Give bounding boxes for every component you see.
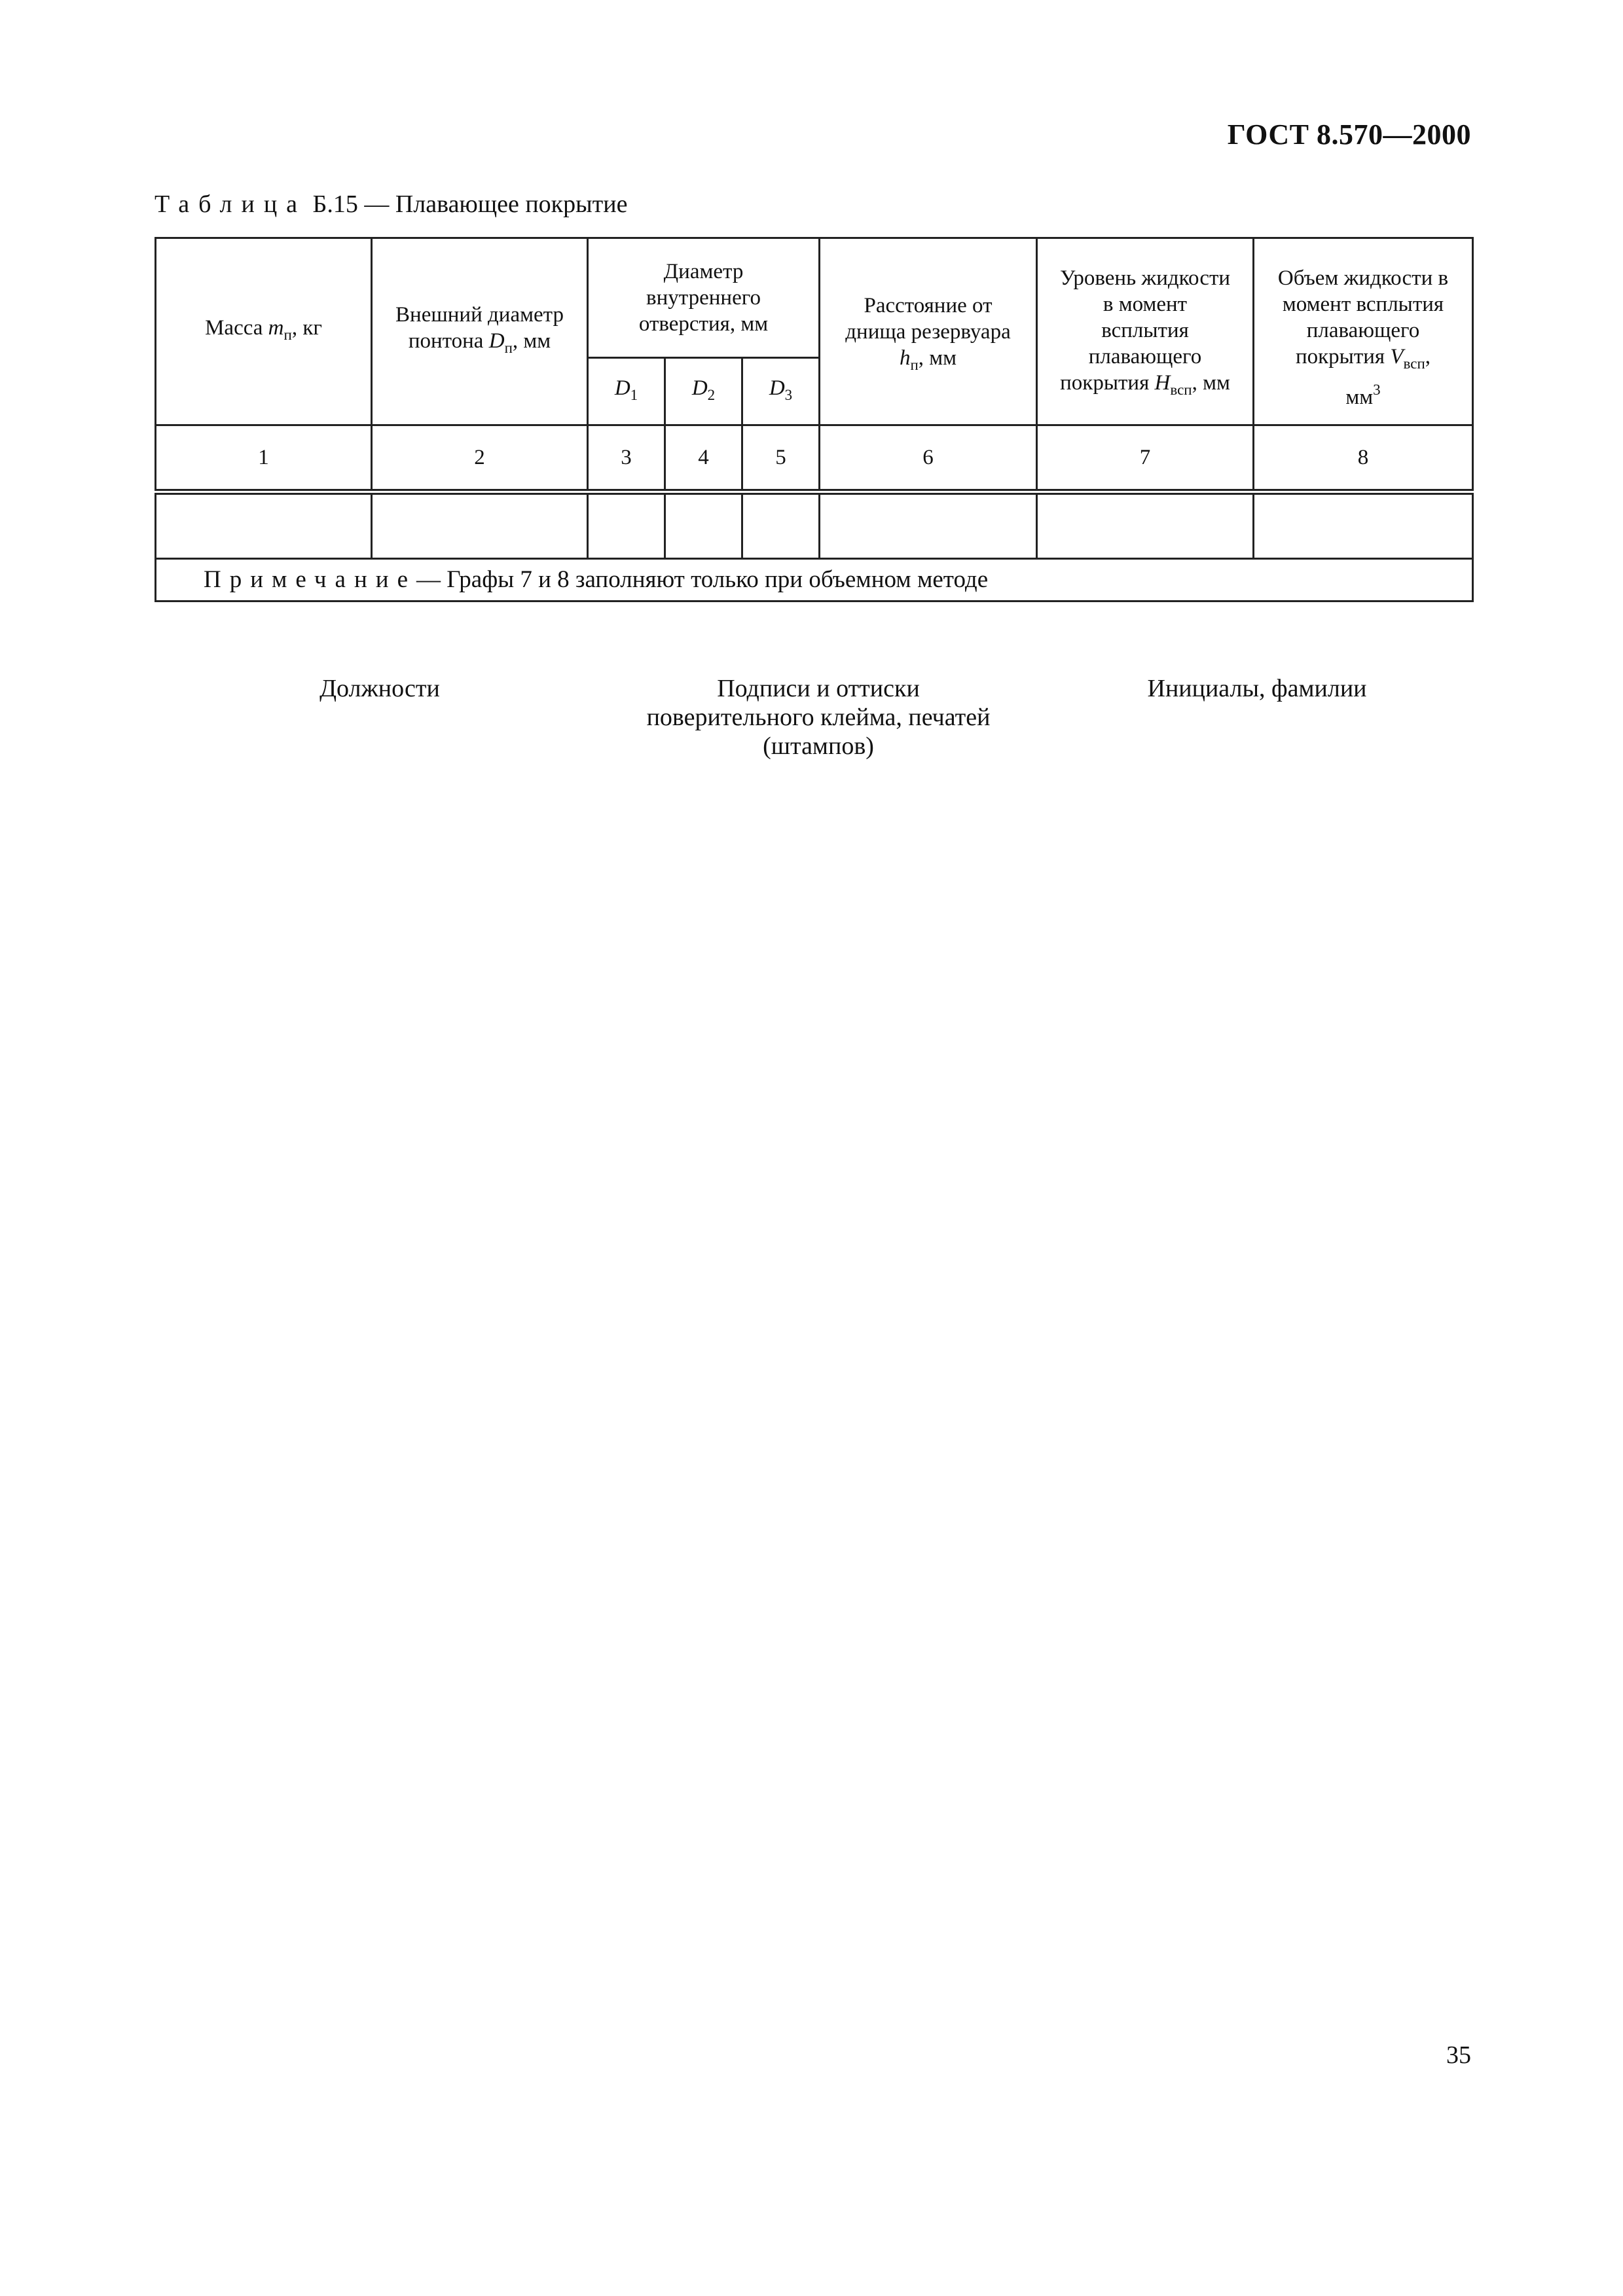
- signature-positions: Должности: [319, 675, 440, 702]
- column-number: 4: [665, 425, 742, 492]
- empty-cell: [372, 492, 588, 559]
- header-d3: $D_3$: [742, 358, 820, 425]
- empty-cell: [1254, 492, 1473, 559]
- column-number: 8: [1254, 425, 1473, 492]
- header-liquid-volume: Объем жидкости в момент всплытия плавающего покрытия $V_{всп}$, $мм^3$: [1254, 238, 1473, 425]
- empty-cell: [820, 492, 1037, 559]
- header-outer-diameter: Внешний диаметр понтона $D_п$, мм: [372, 238, 588, 425]
- column-number: 6: [820, 425, 1037, 492]
- header-liquid-level: Уровень жидкости в момент всплытия плавающего покрытия $H_{всп}$, мм: [1037, 238, 1254, 425]
- table-note-text: — Графы 7 и 8 заполняют только при объемном методе: [416, 566, 989, 593]
- header-distance: Расстояние от днища резервуара $h_п$, мм: [820, 238, 1037, 425]
- header-d1: $D_1$: [588, 358, 665, 425]
- table-caption-text: Б.15 — Плавающее покрытие: [312, 190, 628, 218]
- header-d2: $D_2$: [665, 358, 742, 425]
- column-number: 2: [372, 425, 588, 492]
- header-mass: Масса $m_п$, кг: [156, 238, 372, 425]
- table-note-word: Примечание: [204, 566, 416, 593]
- table-note: [156, 559, 1473, 601]
- empty-cell: [742, 492, 820, 559]
- column-number: 1: [156, 425, 372, 492]
- column-number: 5: [742, 425, 820, 492]
- table-caption-word: Таблица: [155, 190, 307, 218]
- column-number: 3: [588, 425, 665, 492]
- floating-cover-table: [155, 237, 1474, 602]
- header-inner-diameter: Диаметр внутреннего отверстия, мм: [588, 238, 820, 358]
- page-number: 35: [1446, 2041, 1471, 2069]
- empty-cell: [588, 492, 665, 559]
- empty-cell: [1037, 492, 1254, 559]
- signature-stamps: Подписи и оттиски поверительного клейма, печатей (штампов): [646, 675, 991, 760]
- signature-names: Инициалы, фамилии: [1147, 675, 1367, 702]
- column-number: 7: [1037, 425, 1254, 492]
- table-caption: [155, 190, 627, 219]
- empty-cell: [665, 492, 742, 559]
- standard-designation: ГОСТ 8.570—2000: [1227, 118, 1471, 151]
- empty-cell: [156, 492, 372, 559]
